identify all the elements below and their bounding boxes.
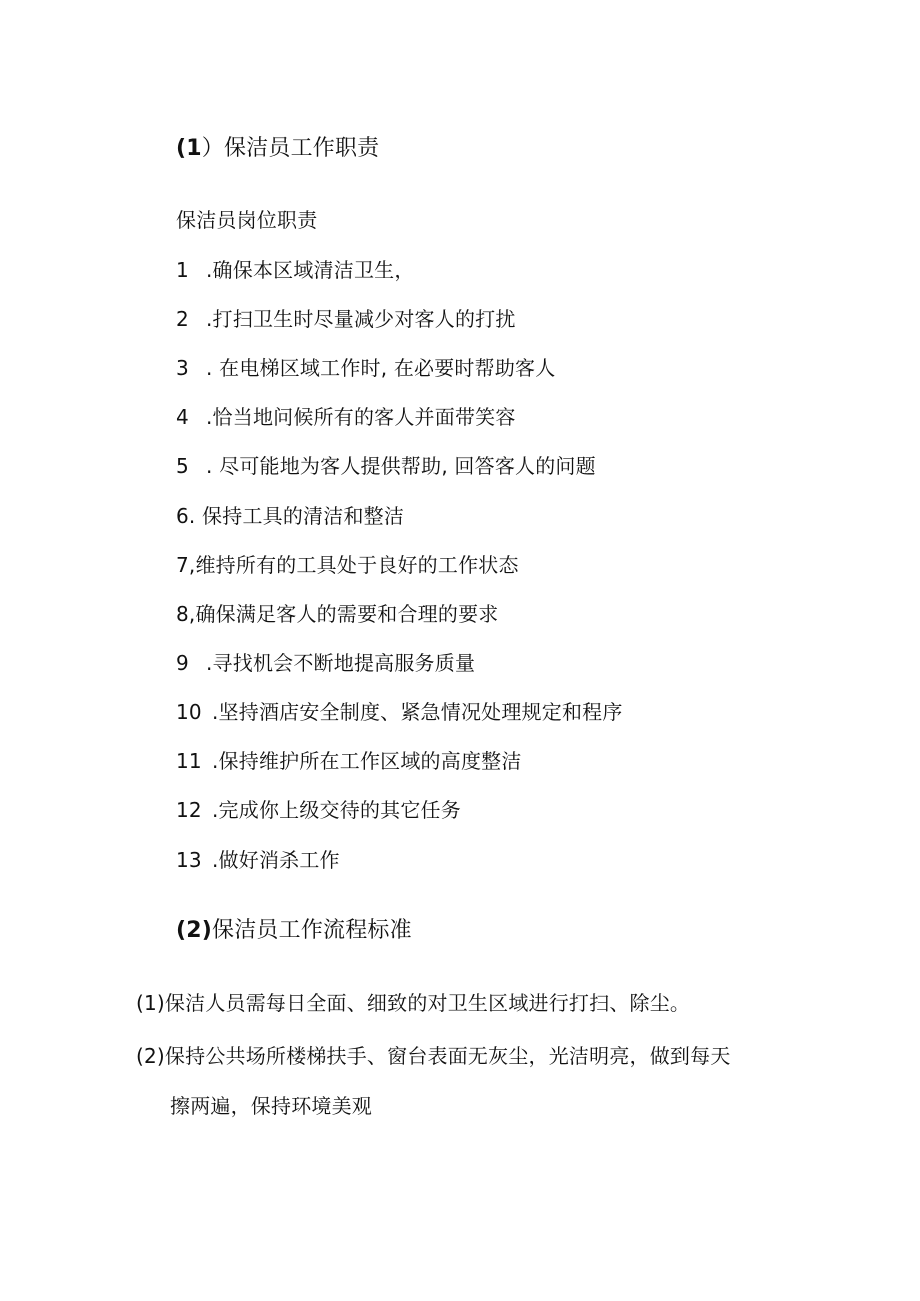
section1-heading-number: (1	[176, 136, 202, 161]
list-item	[176, 260, 415, 280]
list-item-number: 2	[176, 307, 189, 331]
list-item	[176, 800, 461, 820]
list-item	[176, 456, 596, 476]
list-item: 8,确保满足客人的需要和合理的要求	[176, 602, 499, 626]
list-item	[176, 850, 340, 870]
section2-heading-text: 保洁员工作流程标准	[212, 918, 412, 943]
section1-subtitle: 保洁员岗位职责	[176, 208, 318, 232]
list-item	[176, 653, 475, 673]
list-item	[176, 358, 555, 378]
list-item-text: .确保本区域清洁卫生，	[206, 258, 415, 282]
list-item	[176, 702, 623, 722]
list-item	[176, 751, 522, 771]
list-item-number: 4	[176, 405, 189, 429]
list-item	[176, 407, 516, 427]
section2-heading-number: (2)	[176, 918, 213, 943]
list-item-text: . 在电梯区域工作时, 在必要时帮助客人	[206, 356, 556, 380]
list-item-text: .保持维护所在工作区域的高度整洁	[212, 749, 522, 773]
list-item-text: .打扫卫生时尽量减少对客人的打扰	[206, 307, 516, 331]
list-item: 7,维持所有的工具处于良好的工作状态	[176, 553, 519, 577]
paragraph: (2)保持公共场所楼梯扶手、窗台表面无灰尘，光洁明亮，做到每天	[136, 1044, 731, 1068]
list-item-number: 9	[176, 651, 189, 675]
list-item-number: 5	[176, 454, 189, 478]
list-item	[176, 309, 516, 329]
paragraph-continuation: 擦两遍，保持环境美观	[170, 1094, 372, 1118]
list-item-number: 13	[176, 848, 202, 872]
list-item-number: 11	[176, 749, 202, 773]
list-item-number: 12	[176, 798, 202, 822]
list-item-number: 1	[176, 258, 189, 282]
list-item-text: .坚持酒店安全制度、紧急情况处理规定和程序	[212, 700, 623, 724]
paragraph: (1)保洁人员需每日全面、细致的对卫生区域进行打扫、除尘。	[136, 991, 691, 1015]
list-item-number: 10	[176, 700, 202, 724]
list-item: 6. 保持工具的清洁和整洁	[176, 504, 405, 528]
list-item-text: . 尽可能地为客人提供帮助, 回答客人的问题	[206, 454, 596, 478]
list-item-text: .做好消杀工作	[212, 848, 340, 872]
section1-heading-text: ）保洁员工作职责	[201, 136, 380, 161]
list-item-text: .恰当地问候所有的客人并面带笑容	[206, 405, 516, 429]
list-item-text: .完成你上级交待的其它任务	[212, 798, 461, 822]
section1-heading	[176, 138, 379, 160]
list-item-number: 3	[176, 356, 189, 380]
list-item-text: .寻找机会不断地提高服务质量	[206, 651, 476, 675]
section2-heading	[176, 920, 412, 942]
